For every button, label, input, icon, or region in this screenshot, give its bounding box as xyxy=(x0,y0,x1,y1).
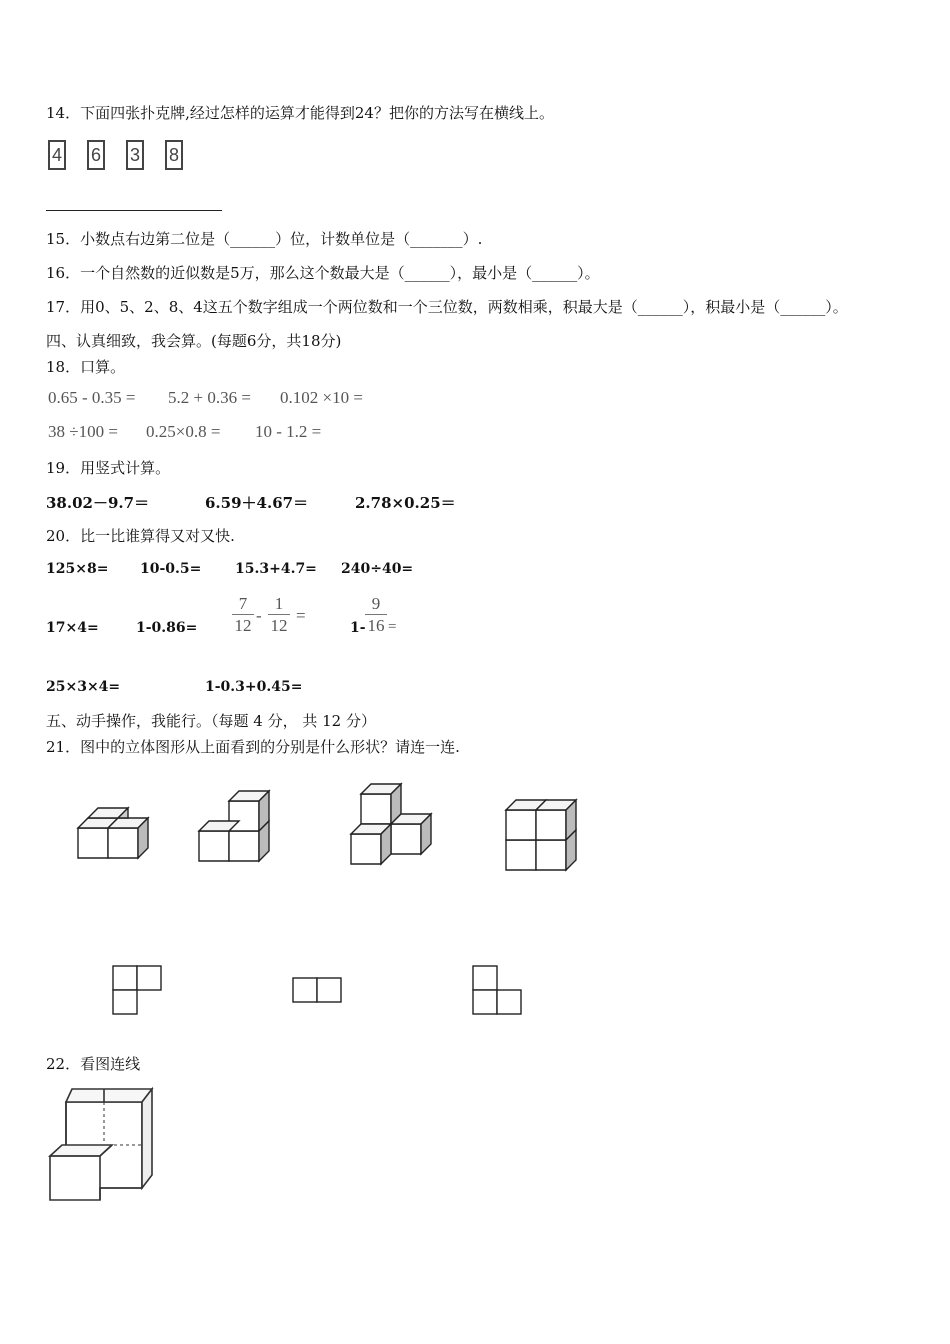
question-14: 14．下面四张扑克牌,经过怎样的运算才能得到24？把你的方法写在横线上。 xyxy=(46,104,554,122)
cube-figure-2 xyxy=(199,791,269,861)
poker-card: 6 xyxy=(87,140,105,170)
calc-item: 240÷40= xyxy=(341,561,414,577)
cube-figure-3 xyxy=(351,784,431,864)
top-view-3 xyxy=(473,966,521,1014)
fraction: 1 12 xyxy=(268,594,290,637)
mental-math-item: 0.102 ×10 = xyxy=(280,388,363,407)
vertical-calc-item: 6.59＋4.67＝ xyxy=(205,494,309,512)
calc-item: 1-0.86= xyxy=(136,620,198,636)
vertical-calc-item: 2.78×0.25＝ xyxy=(355,494,456,512)
poker-card: 3 xyxy=(126,140,144,170)
equals-sign: = xyxy=(388,619,397,635)
cube-figure-4 xyxy=(506,800,576,870)
question-15: 15．小数点右边第二位是（______）位，计数单位是（_______）. xyxy=(46,230,483,248)
mental-math-item: 5.2 + 0.36 = xyxy=(168,388,251,407)
question-18: 18．口算。 xyxy=(46,358,126,376)
minus-sign: - xyxy=(256,606,262,625)
poker-card: 4 xyxy=(48,140,66,170)
fraction: 9 16 xyxy=(365,594,387,637)
question-17: 17．用0、5、2、8、4这五个数字组成一个两位数和一个三位数，两数相乘，积最大是（______），积最小是（______）。 xyxy=(46,298,848,316)
question-21: 21．图中的立体图形从上面看到的分别是什么形状？请连一连. xyxy=(46,738,460,756)
top-view-1 xyxy=(113,966,161,1014)
question-20: 20．比一比谁算得又对又快. xyxy=(46,527,235,545)
section-4-title: 四、认真细致，我会算。(每题6分，共18分) xyxy=(46,332,342,350)
mental-math-item: 0.25×0.8 = xyxy=(146,422,221,441)
fraction: 7 12 xyxy=(232,594,254,637)
calc-item: 1-0.3+0.45= xyxy=(205,679,303,695)
cube-figure-1 xyxy=(78,808,148,858)
vertical-calc-item: 38.02－9.7＝ xyxy=(46,494,150,512)
calc-item: 15.3+4.7= xyxy=(235,561,317,577)
calc-item: 17×4= xyxy=(46,620,99,636)
mental-math-item: 38 ÷100 = xyxy=(48,422,118,441)
question-22: 22．看图连线 xyxy=(46,1055,141,1073)
q22-cube-figure xyxy=(50,1089,152,1200)
mental-math-item: 0.65 - 0.35 = xyxy=(48,388,136,407)
calc-item: 125×8= xyxy=(46,561,109,577)
top-view-2 xyxy=(293,978,341,1002)
question-16: 16．一个自然数的近似数是5万，那么这个数最大是（______），最小是（______）。 xyxy=(46,264,600,282)
poker-card: 8 xyxy=(165,140,183,170)
question-19: 19．用竖式计算。 xyxy=(46,459,171,477)
calc-item: 10-0.5= xyxy=(140,561,202,577)
mental-math-item: 10 - 1.2 = xyxy=(255,422,322,441)
calc-item: 25×3×4= xyxy=(46,679,121,695)
section-5-title: 五、动手操作，我能行。（每题 4 分， 共 12 分） xyxy=(46,712,376,730)
calc-prefix: 1- xyxy=(350,620,366,636)
equals-sign: = xyxy=(296,606,306,625)
